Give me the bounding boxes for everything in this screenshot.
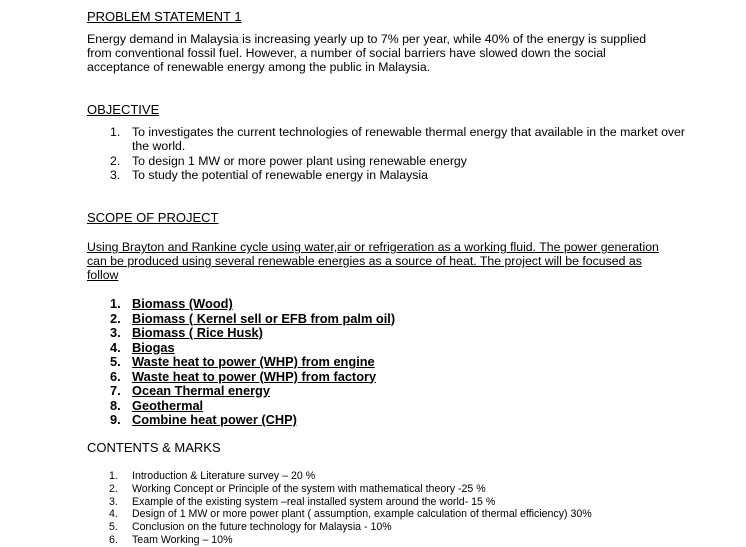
scope-item-number: 9. xyxy=(110,412,121,427)
objective-item-text: To study the potential of renewable energy in Malaysia xyxy=(132,168,428,183)
contents-item-number: 1. xyxy=(109,470,118,482)
objective-heading: OBJECTIVE xyxy=(87,102,160,117)
problem-statement-heading: PROBLEM STATEMENT 1 xyxy=(87,9,242,24)
objective-item-number: 1. xyxy=(110,125,121,139)
contents-item-text: Working Concept or Principle of the system with mathematical theory -25 % xyxy=(132,482,486,495)
problem-statement-text: Energy demand in Malaysia is increasing yearly up to 7% per year, while 40% of the energy is supplied from conventional fossil fuel. However, a number of social barriers have slowed down the social acceptance of renewable energy among the public in Malaysia. xyxy=(87,32,647,74)
contents-item-number: 4. xyxy=(109,508,118,521)
scope-item xyxy=(87,413,607,428)
scope-item xyxy=(87,384,607,399)
scope-item xyxy=(87,326,607,341)
scope-item xyxy=(87,399,607,414)
contents-item xyxy=(87,470,687,483)
objective-item xyxy=(87,168,687,182)
scope-item-number: 7. xyxy=(110,383,121,398)
scope-item-text: Waste heat to power (WHP) from factory xyxy=(132,368,377,384)
scope-item-number: 3. xyxy=(110,325,121,340)
scope-heading: SCOPE OF PROJECT xyxy=(87,210,219,225)
contents-item-text: Design of 1 MW or more power plant ( assumption, example calculation of thermal efficiency) 30% xyxy=(132,508,592,521)
contents-item-number: 2. xyxy=(109,482,118,495)
scope-item-number: 4. xyxy=(110,339,121,355)
scope-item-number: 5. xyxy=(110,354,121,369)
objective-item-number: 2. xyxy=(110,153,121,168)
scope-item-text: Biomass ( Kernel sell or EFB from palm oil) xyxy=(132,310,396,326)
contents-item-number: 3. xyxy=(109,495,118,508)
objective-list xyxy=(87,125,687,183)
contents-item xyxy=(87,508,687,521)
contents-item xyxy=(87,521,687,534)
contents-item xyxy=(87,496,687,509)
scope-item-text: Waste heat to power (WHP) from engine xyxy=(132,354,375,369)
contents-item-number: 6. xyxy=(109,533,118,546)
scope-item xyxy=(87,355,607,370)
contents-list xyxy=(87,470,687,547)
objective-item-text: To design 1 MW or more power plant using renewable energy xyxy=(132,153,467,168)
contents-item-text: Conclusion on the future technology for Malaysia - 10% xyxy=(132,521,392,534)
scope-item-number: 1. xyxy=(110,296,121,311)
objective-item xyxy=(87,125,687,154)
scope-item xyxy=(87,370,607,385)
scope-item-text: Geothermal xyxy=(132,397,204,413)
scope-item-number: 8. xyxy=(110,397,121,413)
scope-list xyxy=(87,297,607,428)
scope-item xyxy=(87,312,607,327)
contents-item-number: 5. xyxy=(109,521,118,534)
objective-item xyxy=(87,154,687,168)
scope-item-text: Combine heat power (CHP) xyxy=(132,412,297,427)
contents-heading: CONTENTS & MARKS xyxy=(87,440,221,455)
scope-item-number: 6. xyxy=(110,368,121,384)
contents-item-text: Introduction & Literature survey – 20 % xyxy=(132,470,316,482)
scope-text: Using Brayton and Rankine cycle using water,air or refrigeration as a working fluid. The power generation can be produced using several renewable energies as a source of heat. The project will be focused as follow xyxy=(87,240,659,282)
objective-item-text: To investigates the current technologies of renewable thermal energy that available in the market over the world. xyxy=(132,125,685,154)
scope-item-number: 2. xyxy=(110,310,121,326)
contents-item-text: Example of the existing system –real installed system around the world- 15 % xyxy=(132,495,496,508)
scope-item-text: Biomass (Wood) xyxy=(132,296,233,311)
contents-item-text: Team Working – 10% xyxy=(132,533,233,546)
contents-item xyxy=(87,483,687,496)
scope-item xyxy=(87,297,607,312)
scope-item-text: Biogas xyxy=(132,339,175,355)
scope-item xyxy=(87,341,607,356)
objective-item-number: 3. xyxy=(110,168,121,183)
scope-item-text: Biomass ( Rice Husk) xyxy=(132,325,263,340)
scope-item-text: Ocean Thermal energy xyxy=(132,383,270,398)
